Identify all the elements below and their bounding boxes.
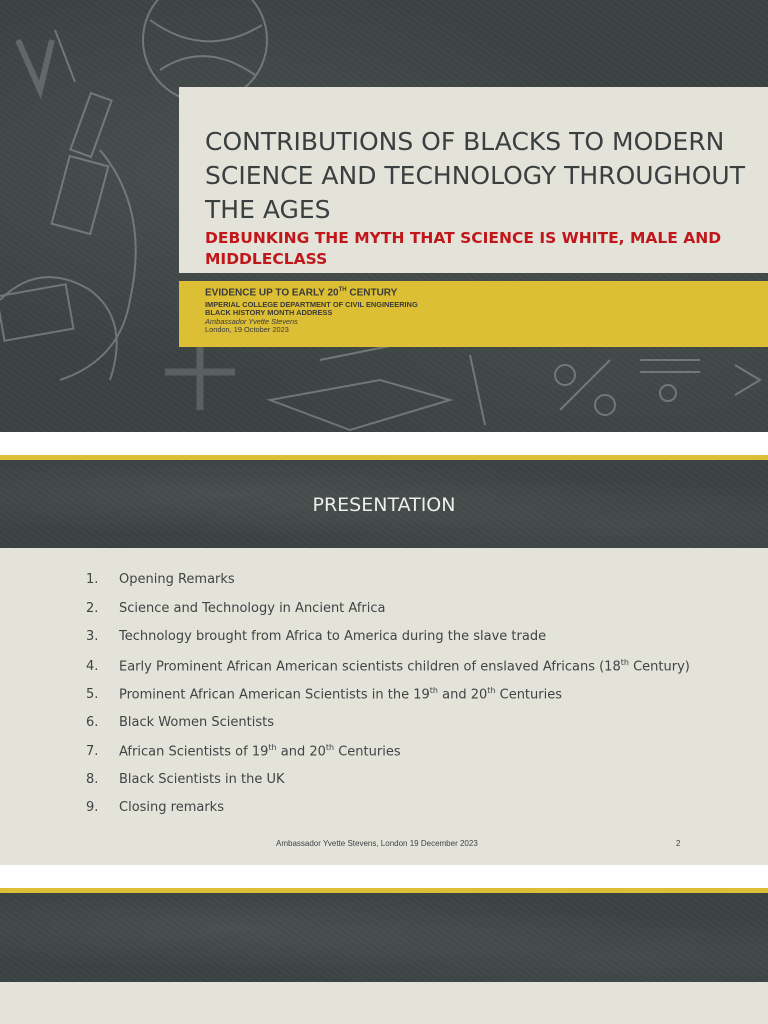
agenda-item: 2. Science and Technology in Ancient Africa [86, 600, 386, 616]
agenda-item: 6. Black Women Scientists [86, 714, 274, 730]
next-slide-header [0, 888, 768, 982]
page-number: 2 [676, 839, 681, 848]
speaker-line: Ambassador Yvette Stevens [205, 317, 298, 326]
agenda-slide [0, 455, 768, 865]
slide-subtitle: DEBUNKING THE MYTH THAT SCIENCE IS WHITE, MALE AND MIDDLECLASS [205, 229, 722, 268]
agenda-item: 5. Prominent African American Scientists in the 19th and 20th Centuries [86, 686, 562, 703]
agenda-item: 7. African Scientists of 19th and 20th Centuries [86, 743, 401, 760]
agenda-item: 3. Technology brought from Africa to America during the slave trade [86, 629, 547, 644]
agenda-list [86, 572, 690, 829]
footer-text: Ambassador Yvette Stevens, London 19 December 2023 [276, 839, 478, 848]
place-date-line: London, 19 October 2023 [205, 325, 289, 334]
agenda-item: 4. Early Prominent African American scientists children of enslaved Africans (18th Century) [86, 657, 690, 674]
evidence-heading: EVIDENCE UP TO EARLY 20TH CENTURY [205, 287, 398, 299]
event-details-panel [179, 281, 768, 347]
title-slide [0, 0, 768, 432]
agenda-item: 9. Closing remarks [86, 800, 224, 815]
slide-title: CONTRIBUTIONS OF BLACKS TO MODERN SCIENCE AND TECHNOLOGY THROUGHOUT THE AGES [205, 127, 745, 224]
department-line: IMPERIAL COLLEGE DEPARTMENT OF CIVIL ENGINEERING [205, 300, 418, 309]
agenda-item: 8. Black Scientists in the UK [86, 771, 285, 787]
agenda-header [0, 455, 768, 548]
title-panel [179, 87, 768, 273]
next-slide [0, 888, 768, 1024]
agenda-item: 1. Opening Remarks [86, 572, 235, 587]
address-line: BLACK HISTORY MONTH ADDRESS [205, 308, 333, 317]
agenda-title: PRESENTATION [312, 494, 456, 516]
